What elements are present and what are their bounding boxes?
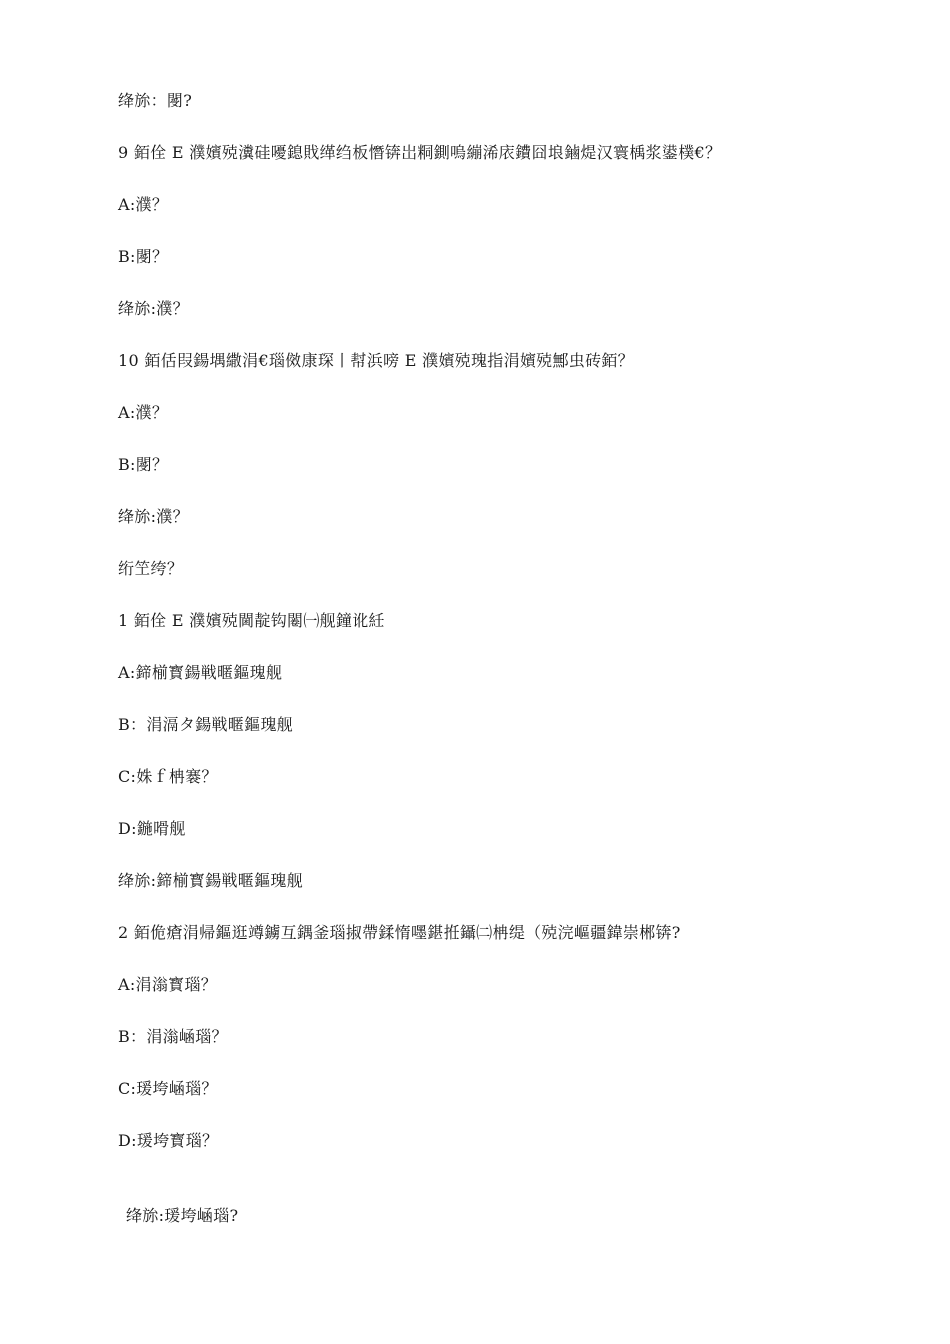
section-heading: 绗笁绔？ [118, 559, 184, 578]
option-a: A:涓滃寳瑙？ [118, 975, 218, 994]
option-a: A:濮？ [118, 403, 169, 422]
option-d: D:鍦嗗舰 [118, 819, 186, 838]
answer-line: 绛旀:鍗椾寳鍚戦暱鏂瑰舰 [118, 871, 303, 890]
question-1: 1 銆佺 E 濮嬪殑閫靛钩闂㈠舰鐘讹紝 [118, 611, 385, 630]
option-b: B：涓滃崡瑙？ [118, 1027, 228, 1046]
answer-line: 绛旀:濮？ [118, 299, 189, 318]
answer-line: 绛旀：閿? [118, 91, 193, 110]
option-a: A:濮？ [118, 195, 169, 214]
question-2: 2 銆佹瘡涓帰鏂逛竴鐪互鍝釜瑙掓帶鍒惰嚜鍖拰鑷㈡柟缇（殑浣嶇疆鍏崇郴锛? [118, 923, 681, 942]
option-d: D:瑗垮寳瑙？ [118, 1131, 219, 1150]
option-a: A:鍗椾寳鍚戦暱鏂瑰舰 [118, 663, 283, 682]
answer-line: 绛旀:濮？ [118, 507, 189, 526]
question-10: 10 銆佸叚鍚堣繖涓€瑙傚康琛丨幇浜嗙 E 濮嬪殑瑰指涓嬪殑鄦虫砖銆？ [118, 351, 634, 370]
question-9: 9 銆佺 E 濮嬪殑瀵硅嚘鎴戝缂绉板憯锛岀粡鍘嗚繃浠庡鐨囧埌鏀煶汉寰楀浆鍙樸€？ [118, 143, 722, 162]
option-b: B:閿？ [118, 247, 169, 266]
option-b: B:閿？ [118, 455, 169, 474]
option-b: B：涓滆タ鍚戦暱鏂瑰舰 [118, 715, 294, 734]
answer-line: 绛旀:瑗垮崡瑙? [126, 1206, 239, 1225]
option-c: C:瑗垮崡瑙？ [118, 1079, 218, 1098]
option-c: C:姝ｆ柟褰？ [118, 767, 218, 786]
